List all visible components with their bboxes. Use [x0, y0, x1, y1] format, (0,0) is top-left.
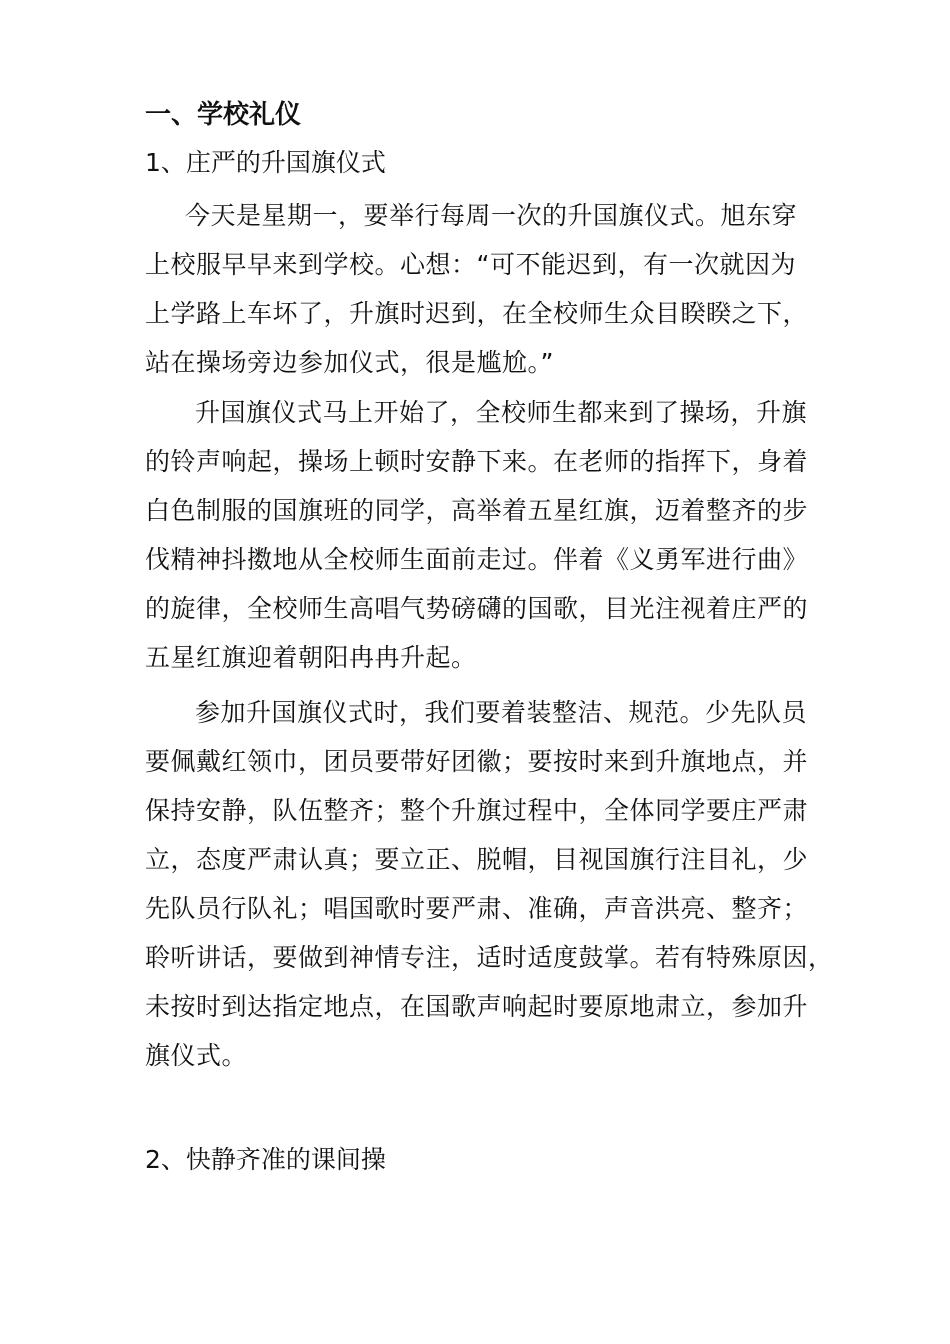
- paragraph-3: [145, 688, 834, 1080]
- paragraph-3-line: 旗仪式。: [145, 1041, 248, 1070]
- paragraph-2-line: 五星红旗迎着朝阳冉冉升起。: [145, 643, 477, 672]
- paragraph-3-line: 保持安静，队伍整齐；整个升旗过程中，全体同学要庄严肃: [145, 796, 809, 825]
- paragraph-3-line: 聆听讲话，要做到神情专注，适时适度鼓掌。若有特殊原因，: [145, 943, 834, 972]
- paragraph-1: [145, 191, 810, 387]
- paragraph-2-line: 白色制服的国旗班的同学，高举着五星红旗，迈着整齐的步: [145, 496, 809, 525]
- paragraph-2-line: 的铃声响起，操场上顿时安静下来。在老师的指挥下，身着: [145, 447, 809, 476]
- paragraph-3-line: 先队员行队礼；唱国歌时要严肃、准确，声音洪亮、整齐；: [145, 894, 809, 923]
- paragraph-3-line: 未按时到达指定地点，在国歌声响起时要原地肃立，参加升: [145, 992, 809, 1021]
- paragraph-3-line: 立，态度严肃认真；要立正、脱帽，目视国旗行注目礼，少: [145, 845, 809, 874]
- paragraph-1-line: 今天是星期一，要举行每周一次的升国旗仪式。旭东穿: [185, 201, 798, 230]
- paragraph-2: [145, 388, 810, 682]
- paragraph-1-line: 上学路上车坏了，升旗时迟到，在全校师生众目睽睽之下，: [145, 299, 809, 328]
- paragraph-3-line: 要佩戴红领巾，团员要带好团徽；要按时来到升旗地点，并: [145, 747, 809, 776]
- paragraph-2-line: 升国旗仪式马上开始了，全校师生都来到了操场，升旗: [195, 398, 808, 427]
- paragraph-1-line: 上校服早早来到学校。心想：“可不能迟到，有一次就因为: [145, 250, 796, 279]
- paragraph-1-line: 站在操场旁边参加仪式，很是尴尬。”: [145, 348, 554, 377]
- paragraph-2-line: 的旋律，全校师生高唱气势磅礴的国歌，目光注视着庄严的: [145, 594, 809, 623]
- paragraph-3-line: 参加升国旗仪式时，我们要着装整洁、规范。少先队员: [195, 698, 808, 727]
- section-1-title: 1、庄严的升国旗仪式: [145, 148, 386, 177]
- section-2-title: 2、快静齐准的课间操: [145, 1145, 386, 1174]
- main-heading: 一、学校礼仪: [145, 100, 302, 130]
- paragraph-2-line: 伐精神抖擞地从全校师生面前走过。伴着《义勇军进行曲》: [145, 545, 809, 574]
